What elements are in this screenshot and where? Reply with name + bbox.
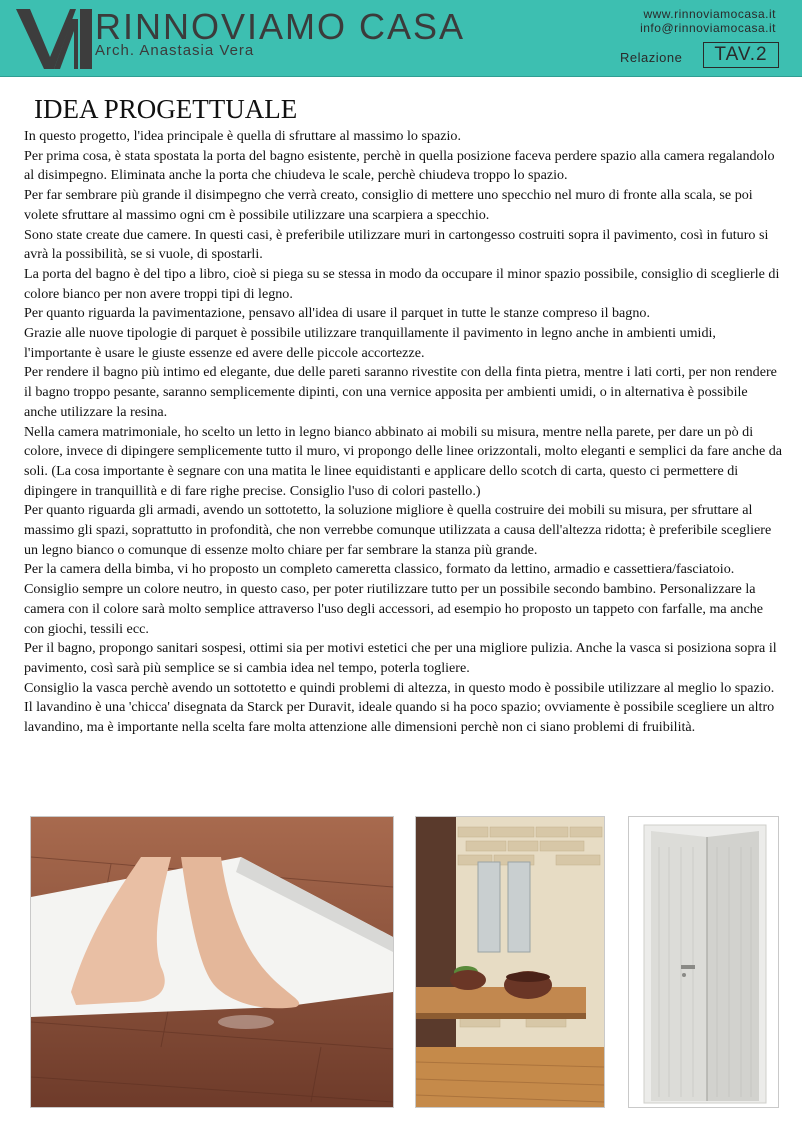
main-content [24, 93, 784, 738]
header-bar [0, 0, 802, 77]
paragraph: Per la camera della bimba, vi ho proposto un completo cameretta classico, formato da lettino, armadio e cassettiera/fasciatoio. Consiglio sempre un colore neutro, in questo caso, per poter riutilizzare tutto per un possibile secondo bambino. Personalizzare la camera con il colore sarà molto semplice attraverso l'uso degli accessori, ad esempio ho proposto un tappeto con farfalle, ma anche con giochi, tessili ecc. [24, 561, 764, 637]
paragraph: Grazie alle nuove tipologie di parquet è possibile utilizzare tranquillamente il pavimento in legno anche in ambienti umidi, l'importante è usare le giuste essenze ed avere delle piccole accortezze. [24, 325, 716, 361]
contact-block [640, 7, 776, 35]
brand-name: RINNOVIAMO CASA [95, 6, 466, 47]
paragraph: Per quanto riguarda gli armadi, avendo un sottotetto, la soluzione migliore è quella costruire dei mobili su misura, per sfruttare al massimo gli spazi, soprattutto in profondità, che non verrebbe comunque utilizzata a causa dell'altezza ridotta; è preferibile scegliere un legno bianco o comunque di essenze molto chiare per far sembrare la stanza più grande. [24, 502, 772, 558]
page-title: IDEA PROGETTUALE [34, 94, 298, 124]
bathroom-sink-photo [415, 816, 605, 1108]
paragraph: Per quanto riguarda la pavimentazione, pensavo all'idea di usare il parquet in tutte le stanze compreso il bagno. [24, 305, 650, 322]
paragraph: Per il bagno, propongo sanitari sospesi, ottimi sia per motivi estetici che per una migliore pulizia. Anche la vasca si posiziona sopra il pavimento, così sarà più semplice se si cambia idea nel tempo, poterla togliere. [24, 640, 777, 676]
paragraph: Il lavandino è una 'chicca' disegnata da Starck per Duravit, ideale quando si ha poco spazio; ovviamente è possibile scegliere un altro lavandino, ma è importante nella scelta fare molta attenzione alle dimensioni perchè non ci siano problemi di fruibilità. [24, 699, 775, 736]
paragraph: Sono state create due camere. In questi casi, è preferibile utilizzare muri in cartongesso costruiti sopra il pavimento, così in futuro si avrà la possibilità, se si vuole, di spostarli. [24, 226, 769, 263]
logo-icon [16, 9, 92, 69]
section-label: Relazione [620, 50, 683, 65]
parquet-floor-photo [30, 816, 394, 1108]
website-link[interactable]: www.rinnoviamocasa.it [643, 7, 776, 21]
architect-name: Arch. Anastasia Vera [95, 42, 255, 59]
paragraph: Per prima cosa, è stata spostata la porta del bagno esistente, perchè in quella posizione faceva perdere spazio alla camera regalandolo al disimpegno. Eliminata anche la porta che chiudeva le scale, perchè chiudeva troppo lo spazio. [24, 147, 775, 184]
sheet-number: TAV.2 [703, 42, 779, 68]
paragraph: Consiglio la vasca perchè avendo un sottotetto e quindi problemi di altezza, in questo modo è possibile utilizzare al meglio lo spazio. [24, 679, 775, 696]
paragraph: Per far sembrare più grande il disimpegno che verrà creato, consiglio di mettere uno specchio nel muro di fronte alla scala, se poi volete sfruttare al massimo ogni cm è possibile utilizzare una scarpiera a specchio. [24, 187, 753, 223]
paragraph: Nella camera matrimoniale, ho scelto un letto in legno bianco abbinato ai mobili su misura, mentre nella parete, per dare un pò di colore, invece di dipingere semplicemente tutto il muro, vi propongo delle linee orizzontali, molto eleganti e semplici da fare anche da soli. (La cosa importante è segnare con una matita le linee equidistanti e applicare dello scotch di carta, questo ci permettere di dipingere in tranquillità e di fare righe precise. Consiglio l'uso di colori pastello.) [24, 423, 783, 499]
paragraph: La porta del bagno è del tipo a libro, cioè si piega su se stessa in modo da occupare il minor spazio possibile, consiglio di sceglierle di colore bianco per non avere troppi tipi di legno. [24, 265, 780, 302]
email-link[interactable]: info@rinnoviamocasa.it [640, 21, 776, 35]
paragraph: Per rendere il bagno più intimo ed elegante, due delle pareti saranno rivestite con della finta pietra, mentre i lati corti, per non rendere il bagno troppo pesante, saranno semplicemente dipinti, con una vernice apposita per ambienti umidi, o in alternativa è possibile anche utilizzare la resina. [24, 364, 777, 420]
folding-door-photo [628, 816, 779, 1108]
paragraph: In questo progetto, l'idea principale è quella di sfruttare al massimo lo spazio. [24, 128, 461, 144]
